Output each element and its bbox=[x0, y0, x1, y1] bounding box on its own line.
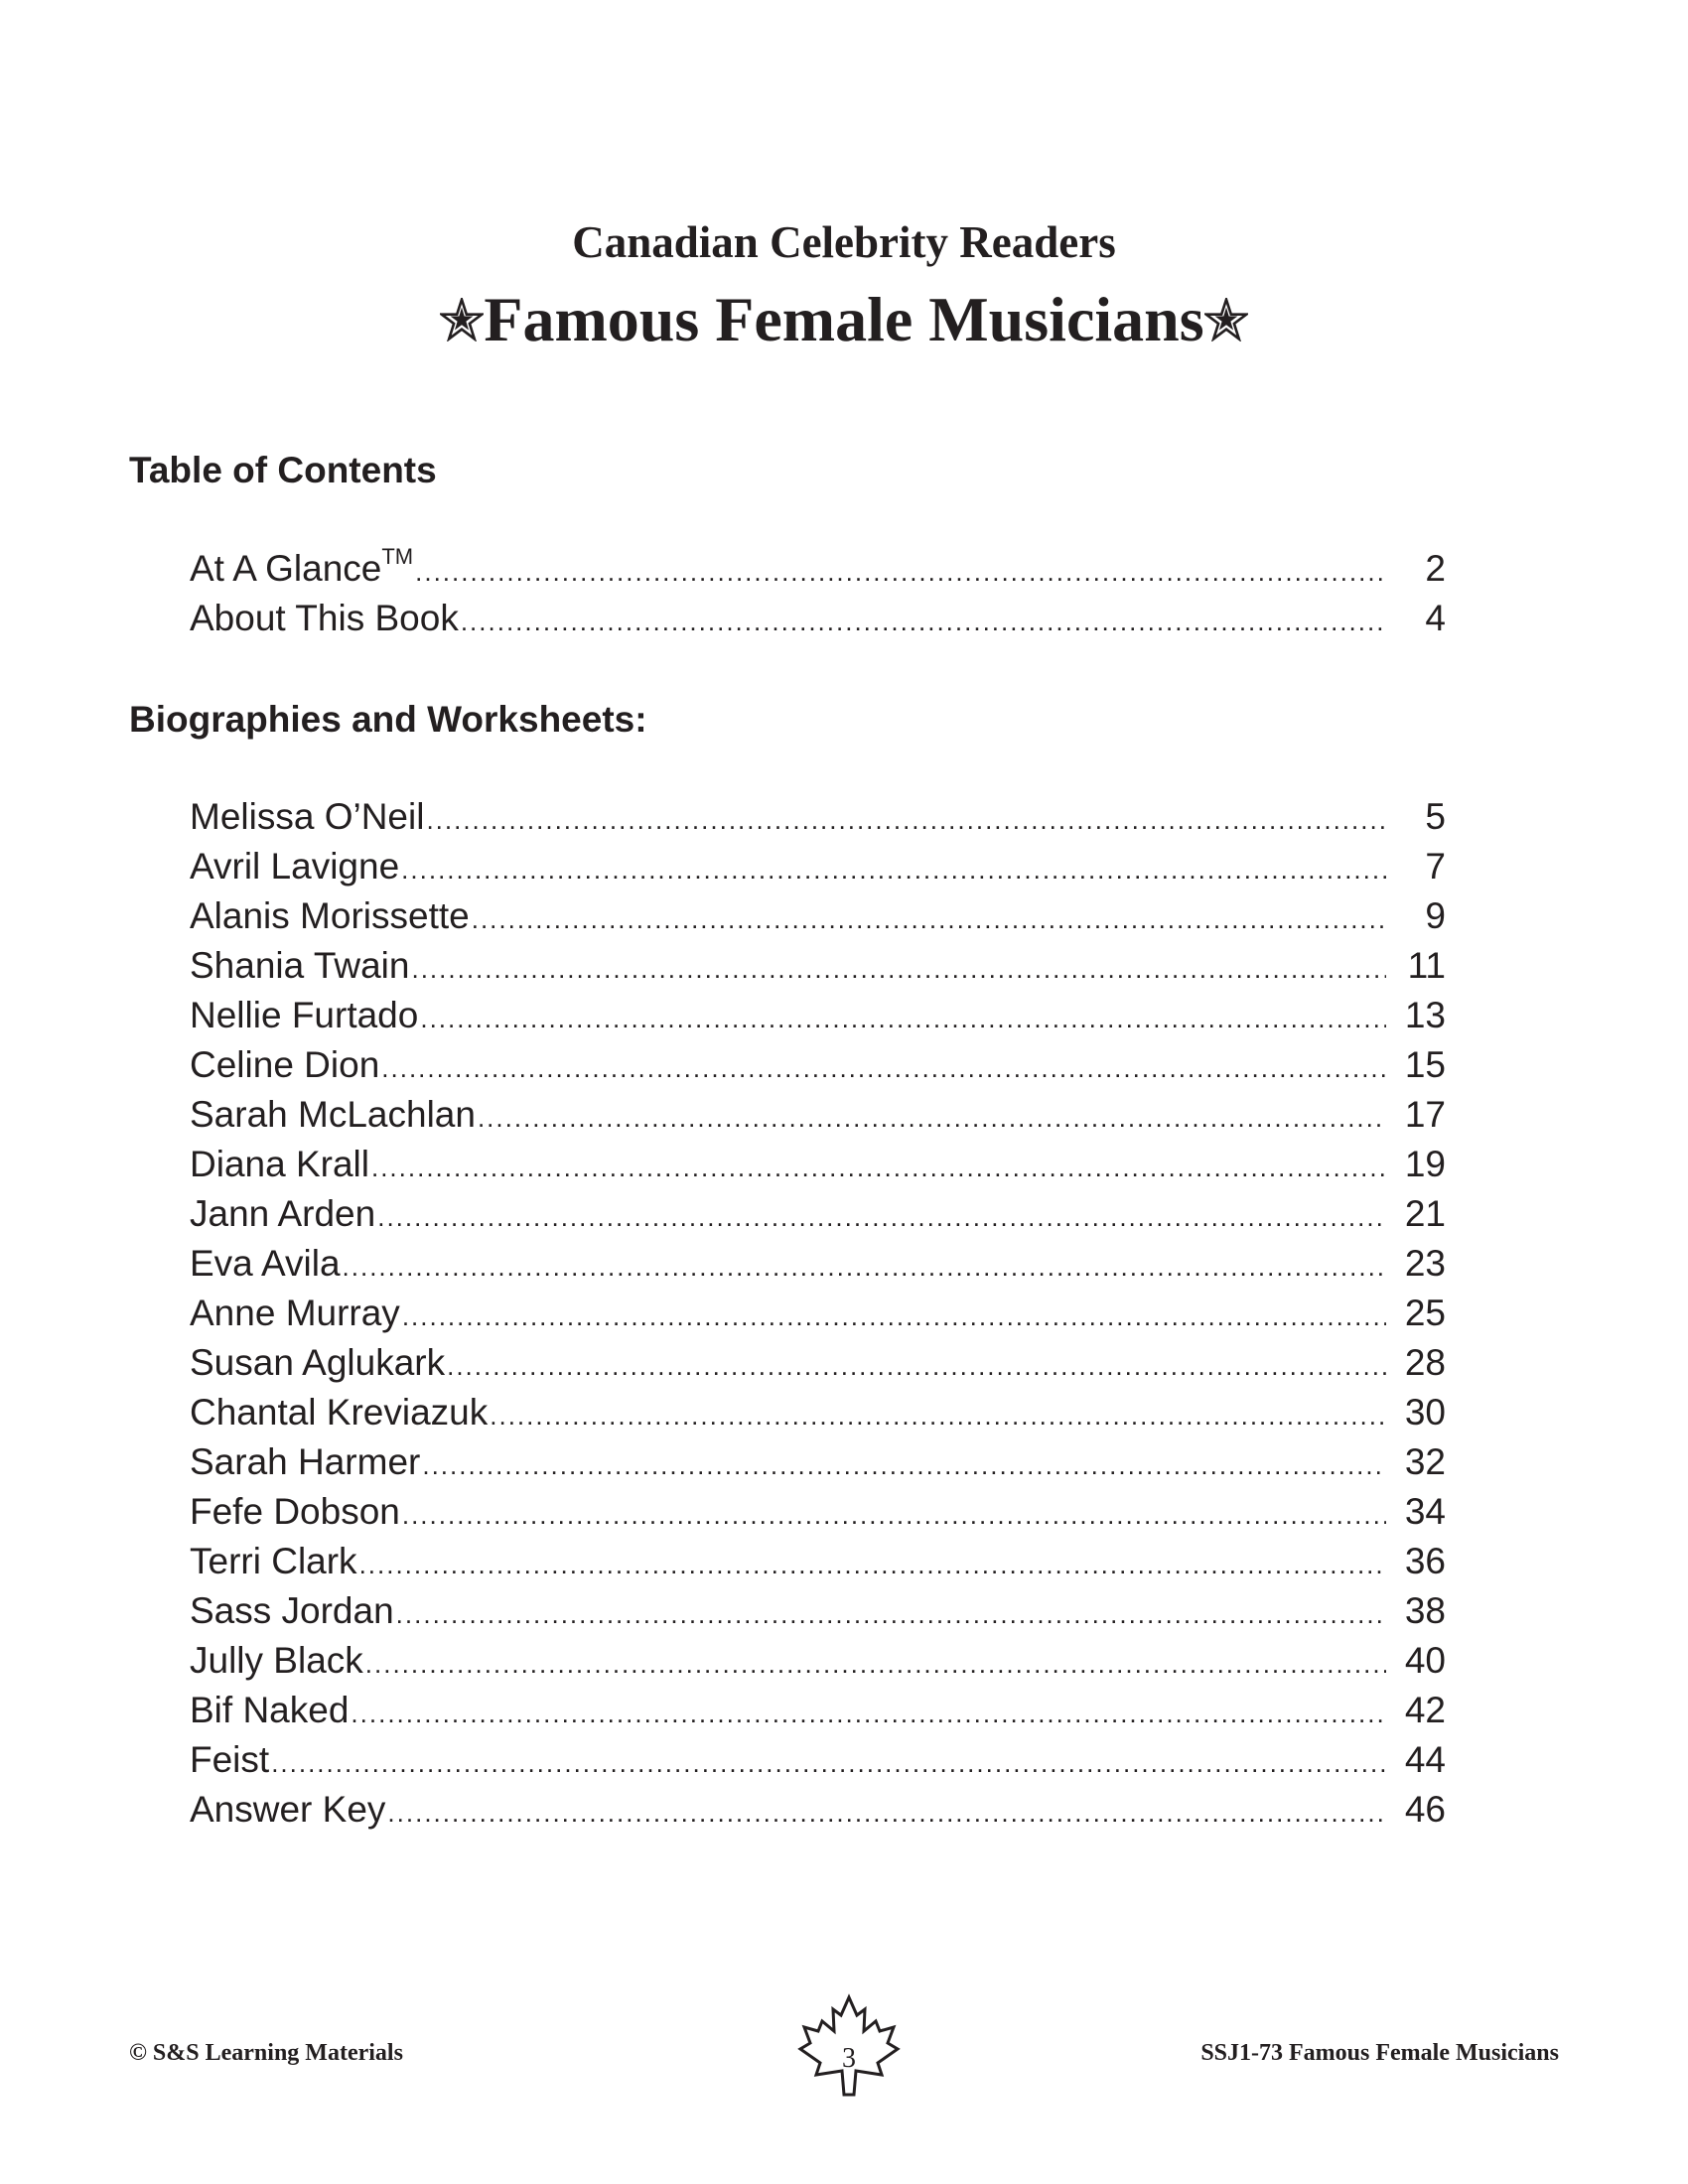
toc-entry bbox=[190, 991, 1446, 1040]
toc-entry-title: Sass Jordan bbox=[190, 1590, 394, 1631]
toc-entry bbox=[190, 1785, 1446, 1835]
toc-entry bbox=[190, 1140, 1446, 1189]
toc-entry-page: 42 bbox=[1404, 1690, 1446, 1730]
toc-entry-page: 5 bbox=[1425, 796, 1446, 837]
dot-leader bbox=[365, 1639, 1386, 1689]
toc-entry-title: Jann Arden bbox=[190, 1193, 376, 1234]
dot-leader bbox=[271, 1738, 1386, 1788]
toc-entry bbox=[190, 1686, 1446, 1735]
toc-entry-page: 40 bbox=[1404, 1640, 1446, 1681]
toc-entry-title: Anne Murray bbox=[190, 1293, 400, 1333]
toc-entry-title: Fefe Dobson bbox=[190, 1491, 400, 1532]
toc-entry bbox=[190, 1537, 1446, 1586]
toc-entry-page: 9 bbox=[1425, 895, 1446, 936]
toc-entry-title: Sarah McLachlan bbox=[190, 1094, 476, 1135]
dot-leader bbox=[402, 1490, 1386, 1540]
dot-leader bbox=[396, 1589, 1386, 1639]
book-title: Famous Female Musicians bbox=[484, 284, 1204, 354]
page-number-badge bbox=[794, 1991, 904, 2101]
toc-entry bbox=[190, 544, 1446, 594]
dot-leader bbox=[351, 1689, 1386, 1738]
page-number: 3 bbox=[842, 2043, 856, 2074]
toc-entry bbox=[190, 1437, 1446, 1487]
toc-entry-title: Answer Key bbox=[190, 1789, 386, 1830]
toc-entry bbox=[190, 1586, 1446, 1636]
dot-leader bbox=[377, 1192, 1386, 1242]
dot-leader bbox=[402, 1292, 1386, 1341]
toc-entry-page: 13 bbox=[1404, 995, 1446, 1035]
dot-leader bbox=[461, 597, 1386, 646]
toc-entry bbox=[190, 891, 1446, 941]
toc-entry-title: Eva Avila bbox=[190, 1243, 341, 1284]
dot-leader bbox=[401, 845, 1386, 894]
toc-entry-page: 23 bbox=[1404, 1243, 1446, 1284]
toc-entry-title: Avril Lavigne bbox=[190, 846, 400, 887]
toc-entry bbox=[190, 1735, 1446, 1785]
star-icon bbox=[1204, 298, 1248, 341]
toc-entry-title: Bif Naked bbox=[190, 1690, 350, 1730]
toc-entry bbox=[190, 792, 1446, 842]
dot-leader bbox=[381, 1043, 1386, 1093]
biographies-heading: Biographies and Worksheets: bbox=[129, 699, 647, 740]
toc-entry-page: 32 bbox=[1404, 1441, 1446, 1482]
toc-entry-title: Alanis Morissette bbox=[190, 895, 470, 936]
toc-entry-page: 15 bbox=[1404, 1044, 1446, 1085]
toc-entry-title: Susan Aglukark bbox=[190, 1342, 446, 1383]
toc-entry-page: 44 bbox=[1404, 1739, 1446, 1780]
dot-leader bbox=[420, 994, 1386, 1043]
toc-entry-page: 11 bbox=[1407, 945, 1446, 986]
dot-leader bbox=[426, 795, 1386, 845]
dot-leader bbox=[411, 944, 1386, 994]
toc-entry-title: Celine Dion bbox=[190, 1044, 380, 1085]
dot-leader bbox=[343, 1242, 1386, 1292]
dot-leader bbox=[447, 1341, 1386, 1391]
toc-entry-page: 34 bbox=[1404, 1491, 1446, 1532]
toc-entry bbox=[190, 1636, 1446, 1686]
toc-entry bbox=[190, 1090, 1446, 1140]
toc-entry-title: Shania Twain bbox=[190, 945, 410, 986]
dot-leader bbox=[387, 1788, 1386, 1838]
toc-entry-page: 36 bbox=[1404, 1541, 1446, 1581]
toc-entry-page: 38 bbox=[1404, 1590, 1446, 1631]
toc-entry bbox=[190, 1289, 1446, 1338]
toc-entry-page: 46 bbox=[1404, 1789, 1446, 1830]
toc-entry-title-text: At A Glance bbox=[190, 548, 382, 589]
front-matter-list bbox=[190, 544, 1446, 643]
toc-entry-page: 7 bbox=[1425, 846, 1446, 887]
series-title: Canadian Celebrity Readers bbox=[572, 217, 1116, 267]
dot-leader bbox=[422, 1440, 1386, 1490]
toc-entry-page: 30 bbox=[1404, 1392, 1446, 1433]
star-icon bbox=[440, 298, 484, 341]
toc-entry-title bbox=[190, 544, 413, 594]
toc-entry bbox=[190, 1388, 1446, 1437]
toc-entry bbox=[190, 1338, 1446, 1388]
dot-leader bbox=[371, 1143, 1386, 1192]
toc-entry-title: Nellie Furtado bbox=[190, 995, 419, 1035]
trademark-mark: TM bbox=[381, 543, 414, 569]
toc-entry-title: About This Book bbox=[190, 598, 459, 638]
dot-leader bbox=[478, 1093, 1386, 1143]
toc-entry bbox=[190, 1239, 1446, 1289]
toc-entry-page: 19 bbox=[1404, 1144, 1446, 1184]
toc-entry-page: 4 bbox=[1425, 598, 1446, 638]
toc-heading: Table of Contents bbox=[129, 450, 437, 490]
biographies-list bbox=[190, 792, 1446, 1835]
toc-entry bbox=[190, 842, 1446, 891]
dot-leader bbox=[359, 1540, 1386, 1589]
dot-leader bbox=[472, 894, 1386, 944]
toc-entry bbox=[190, 1040, 1446, 1090]
toc-entry-title: Sarah Harmer bbox=[190, 1441, 421, 1482]
toc-entry-title: Jully Black bbox=[190, 1640, 363, 1681]
toc-entry-title: Diana Krall bbox=[190, 1144, 369, 1184]
toc-entry-title: Melissa O’Neil bbox=[190, 796, 425, 837]
toc-entry-page: 2 bbox=[1425, 548, 1446, 589]
toc-entry-title: Terri Clark bbox=[190, 1541, 357, 1581]
toc-entry-title: Feist bbox=[190, 1739, 270, 1780]
copyright-notice: © S&S Learning Materials bbox=[129, 2040, 403, 2066]
toc-entry-page: 21 bbox=[1404, 1193, 1446, 1234]
toc-entry bbox=[190, 941, 1446, 991]
dot-leader bbox=[490, 1391, 1386, 1440]
toc-entry-page: 25 bbox=[1404, 1293, 1446, 1333]
toc-entry bbox=[190, 1189, 1446, 1239]
toc-entry-page: 28 bbox=[1404, 1342, 1446, 1383]
toc-entry bbox=[190, 1487, 1446, 1537]
dot-leader bbox=[415, 547, 1386, 597]
product-code: SSJ1-73 Famous Female Musicians bbox=[1200, 2040, 1559, 2066]
book-title-line bbox=[0, 280, 1688, 359]
toc-entry-page: 17 bbox=[1404, 1094, 1446, 1135]
toc-entry bbox=[190, 594, 1446, 643]
toc-entry-title: Chantal Kreviazuk bbox=[190, 1392, 489, 1433]
